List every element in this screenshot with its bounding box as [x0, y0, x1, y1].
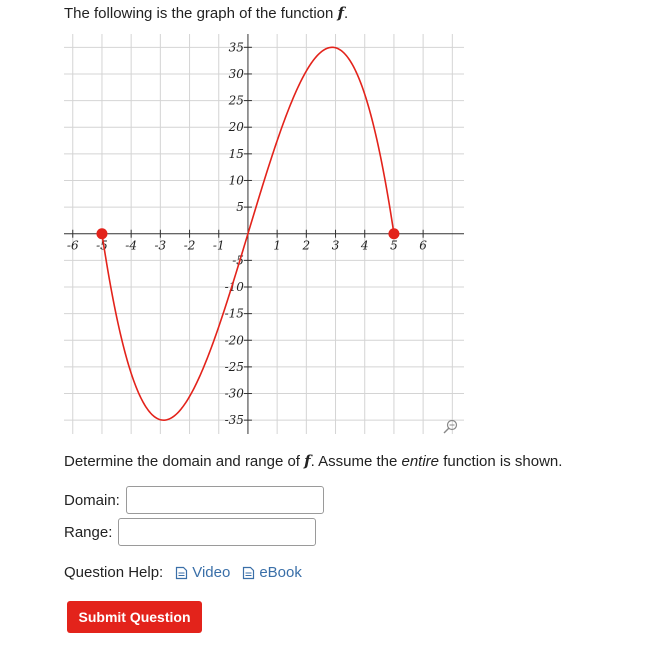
endpoint-dot	[96, 228, 107, 239]
prompt-text-after: function is shown.	[443, 453, 563, 470]
range-row	[64, 518, 316, 546]
prompt-emphasis: entire	[401, 453, 440, 470]
video-link-label: Video	[192, 564, 231, 581]
endpoint-dot	[388, 228, 399, 239]
y-tick-label: 25	[228, 93, 244, 108]
document-icon	[242, 566, 255, 580]
x-tick-label: 3	[331, 238, 340, 253]
prompt-function-symbol: f	[304, 452, 311, 470]
y-tick-label: -20	[224, 333, 244, 348]
y-tick-label: 5	[236, 200, 244, 215]
y-tick-label: 15	[228, 146, 244, 161]
intro-text: The following is the graph of the function	[64, 5, 334, 22]
y-tick-label: 35	[228, 40, 244, 55]
magnifier-icon[interactable]	[444, 421, 457, 434]
y-tick-label: -35	[224, 413, 244, 428]
y-tick-label: 20	[228, 120, 244, 135]
range-label: Range:	[64, 523, 113, 541]
submit-question-button[interactable]: Submit Question	[67, 601, 202, 633]
ebook-link[interactable]	[242, 564, 302, 581]
intro-function-symbol: f	[337, 4, 344, 22]
x-tick-label: -4	[125, 238, 138, 253]
document-icon	[175, 566, 188, 580]
domain-row	[64, 486, 324, 514]
x-tick-label: -2	[183, 238, 196, 253]
axes	[64, 34, 464, 434]
domain-label: Domain:	[64, 491, 120, 509]
y-tick-label: 30	[228, 66, 244, 81]
y-tick-label: -30	[224, 386, 244, 401]
question-intro	[64, 4, 348, 22]
x-tick-label: 1	[273, 238, 281, 253]
ebook-link-label: eBook	[259, 564, 302, 581]
prompt-text-before: Determine the domain and range of	[64, 453, 300, 470]
x-tick-label: -3	[154, 238, 167, 253]
question-prompt	[64, 452, 562, 470]
y-tick-label: -25	[224, 359, 244, 374]
y-tick-label: 10	[228, 173, 244, 188]
question-help	[64, 564, 302, 581]
domain-input[interactable]	[126, 486, 324, 514]
x-tick-label: 6	[419, 238, 427, 253]
x-tick-label: 4	[360, 238, 369, 253]
x-tick-label: -6	[66, 238, 79, 253]
question-help-label: Question Help:	[64, 564, 164, 581]
x-tick-label: -1	[212, 238, 225, 253]
y-tick-label: -10	[224, 279, 244, 294]
range-input[interactable]	[118, 518, 316, 546]
x-tick-labels	[67, 239, 427, 253]
function-graph	[64, 34, 464, 434]
y-tick-label: -5	[232, 253, 244, 268]
intro-period: .	[343, 5, 349, 22]
x-tick-label: -5	[96, 238, 108, 253]
x-tick-label: 5	[390, 238, 398, 253]
video-link[interactable]	[175, 564, 230, 581]
y-tick-label: -15	[224, 306, 244, 321]
x-tick-label: 2	[302, 238, 311, 253]
prompt-text-middle: . Assume the	[310, 453, 398, 470]
